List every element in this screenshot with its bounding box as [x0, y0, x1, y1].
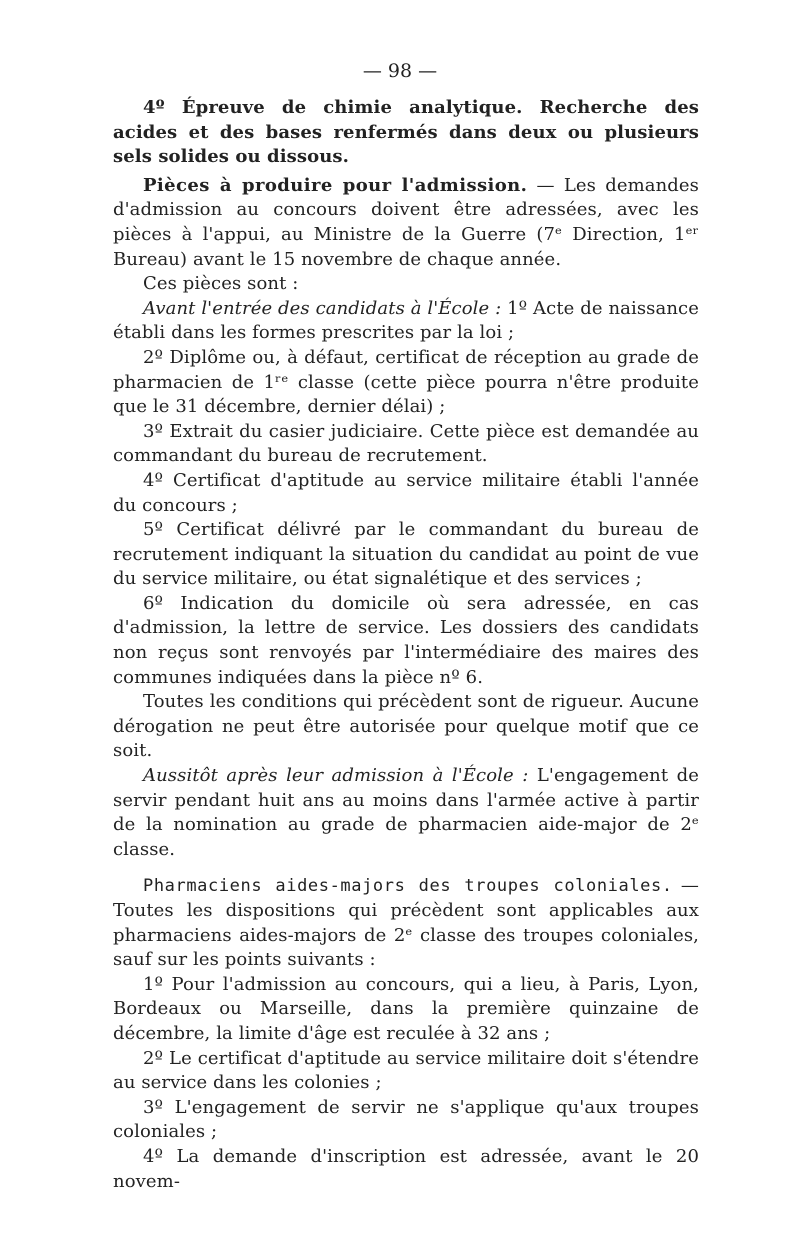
- section-heading-troupes-coloniales: Pharmaciens aides-majors des troupes coloniales.: [143, 876, 673, 897]
- paragraph-conditions-rigueur: Toutes les conditions qui précèdent sont de rigueur. Aucune dérogation ne peut être autorisée pour quelque motif que ce soit.: [113, 691, 699, 762]
- paragraph-avant-entree: [113, 297, 699, 346]
- paragraph-demande-inscription: 4º La demande d'inscription est adressée, avant le 20 novem-: [113, 1145, 699, 1192]
- paragraph-text: 1º Acte de naissance établi dans les formes prescrites par la loi ;: [113, 297, 699, 344]
- paragraph-domicile: 6º Indication du domicile où sera adressée, en cas d'admission, la lettre de service. Les dossiers des candidats non reçus sont renvoyés par l'intermédiaire des maires des communes indiquées dans la pièce nº 6.: [113, 592, 699, 688]
- paragraph-ces-pieces: Ces pièces sont :: [143, 273, 299, 295]
- paragraph-engagement: 3º L'engagement de servir ne s'applique qu'aux troupes coloniales ;: [113, 1096, 699, 1143]
- paragraph-casier: 3º Extrait du casier judiciaire. Cette pièce est demandée au commandant du bureau de recrutement.: [113, 420, 699, 467]
- paragraph-certificat-aptitude: 4º Certificat d'aptitude au service militaire établi l'année du concours ;: [113, 469, 699, 516]
- paragraph-certificat-colonies: 2º Le certificat d'aptitude au service militaire doit s'étendre au service dans les colonies ;: [113, 1047, 699, 1094]
- paragraph-troupes-coloniales: [113, 874, 699, 972]
- section-heading-pieces: Pièces à produire pour l'admission.: [143, 174, 528, 196]
- paragraph-text: — Les demandes d'admission au concours doivent être adressées, avec les pièces à l'appui, au Ministre de la Guerre (7ᵉ Direction, 1ᵉʳ Bureau) avant le 15 novembre de chaque année.: [113, 174, 699, 270]
- paragraph-text: — Toutes les dispositions qui précèdent sont applicables aux pharmaciens aides-majors de 2ᵉ classe des troupes coloniales, sauf sur les points suivants :: [113, 875, 700, 971]
- paragraph-certificat-recrutement: 5º Certificat délivré par le commandant du bureau de recrutement indiquant la situation du candidat au point de vue du service militaire, ou état signalétique et des services ;: [113, 519, 699, 590]
- paragraph-text: L'engagement de servir pendant huit ans au moins dans l'armée active à partir de la nomination au grade de pharmacien aide-major de 2ᵉ classe.: [113, 765, 700, 860]
- paragraph-apres-admission: [113, 764, 699, 862]
- paragraph-admission-concours: 1º Pour l'admission au concours, qui a lieu, à Paris, Lyon, Bordeaux ou Marseille, dans la première quinzaine de décembre, la limite d'âge est reculée à 32 ans ;: [113, 973, 699, 1044]
- italic-lead: Avant l'entrée des candidats à l'École :: [143, 297, 502, 319]
- paragraph-epreuve-chimie: 4º Épreuve de chimie analytique. Recherche des acides et des bases renfermés dans deux ou plusieurs sels solides ou dissous.: [113, 97, 699, 168]
- body-text: [113, 96, 699, 1194]
- page-number: — 98 —: [362, 60, 438, 82]
- paragraph-diplome: 2º Diplôme ou, à défaut, certificat de réception au grade de pharmacien de 1ʳᵉ classe (cette pièce pourra n'être produite que le 31 décembre, dernier délai) ;: [113, 346, 699, 418]
- paragraph-pieces-a-produire: [113, 174, 699, 272]
- italic-lead: Aussitôt après leur admission à l'École :: [143, 765, 529, 787]
